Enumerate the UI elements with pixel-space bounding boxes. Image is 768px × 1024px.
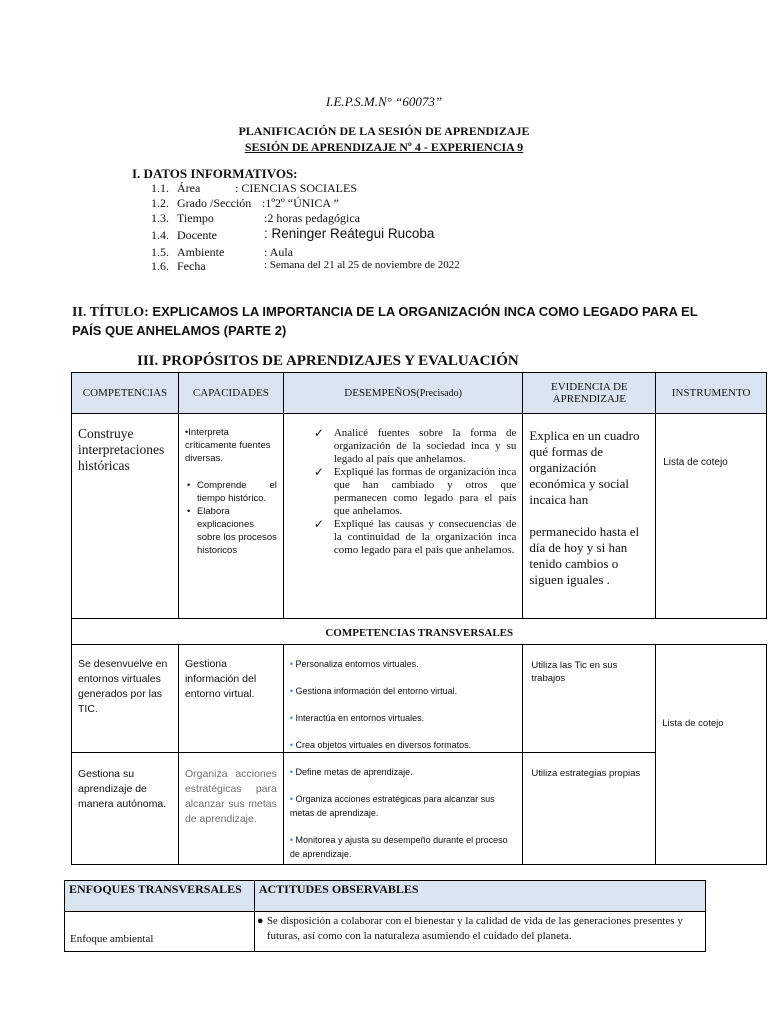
instrumento-text: Lista de cotejo	[663, 457, 728, 468]
dato-value: :1º2º “ÚNICA ”	[262, 196, 339, 210]
transversal-competencia-cell	[72, 753, 179, 865]
desempeno-item: ✓ Analicé fuentes sobre la forma de organización de la sociedad inca y su legado al país que anhelamos.	[312, 427, 517, 466]
enfoque-label: Enfoque ambiental	[65, 912, 255, 952]
competencia-text: Construye interpretaciones históricas	[78, 426, 165, 473]
dato-label: Fecha	[177, 259, 206, 273]
capacidad-item: •Interpreta críticamente fuentes diversas.	[184, 427, 271, 464]
dato-num: 1.2.	[151, 196, 169, 210]
transversal-desempenos-cell	[283, 645, 523, 753]
enfoques-header-row	[65, 881, 706, 912]
dato-value: : CIENCIAS SOCIALES	[235, 181, 358, 195]
enfoques-header-left: ENFOQUES TRANSVERSALES	[65, 881, 255, 912]
instrumento-cell	[656, 414, 767, 619]
transversal-desempeno-item: • Personaliza entornos virtuales.	[289, 659, 419, 669]
transversal-capacidad-cell	[178, 645, 283, 753]
transversal-evidencia: Utiliza las Tic en sus trabajos	[531, 660, 618, 684]
transversal-desempeno-item: • Define metas de aprendizaje.	[289, 767, 413, 777]
transversal-competencia: Se desenvuelve en entornos virtuales generados por las TIC.	[78, 658, 168, 715]
header-desempenos-label: DESEMPEÑOS	[344, 387, 417, 399]
datos-heading: I. DATOS INFORMATIVOS:	[132, 166, 298, 181]
transversal-capacidad-cell	[178, 753, 283, 865]
header-desempenos-note: (Precisado)	[416, 388, 462, 399]
header-capacidades: CAPACIDADES	[178, 373, 283, 414]
dato-value: : Aula	[264, 245, 293, 259]
transversal-evidencia-cell	[523, 753, 656, 865]
dato-value: : Reninger Reátegui Rucoba	[264, 226, 435, 241]
table-header-row	[72, 373, 767, 414]
dato-num: 1.1.	[151, 181, 169, 195]
transversal-instrumento-cell	[656, 645, 767, 865]
enfoques-header-right: ACTITUDES OBSERVABLES	[254, 881, 705, 912]
evidencia-text: Explica en un cuadro qué formas de organización económica y social incaica han	[529, 428, 640, 507]
dato-value: : Semana del 21 al 25 de noviembre de 2022	[264, 259, 460, 271]
transversal-desempeno-item: • Monitorea y ajusta su desempeño durante el proceso de aprendizaje.	[289, 835, 508, 859]
table-row	[72, 414, 767, 619]
plan-title: PLANIFICACIÓN DE LA SESIÓN DE APRENDIZAJE	[238, 124, 530, 138]
enfoque-actitud: ● Se disposición a colaborar con el bienestar y la calidad de vida de las generaciones presentes y futuras, así como con la naturaleza asumiendo el cuidado del planeta.	[254, 912, 705, 952]
transversal-desempenos-cell	[283, 753, 523, 865]
transversal-evidencia-cell	[523, 645, 656, 753]
transversal-competencia-cell	[72, 645, 179, 753]
session-topic	[72, 303, 702, 340]
header-evidencia: EVIDENCIA DE APRENDIZAJE	[523, 373, 656, 414]
evidencia-cell	[523, 414, 656, 619]
header-instrumento: INSTRUMENTO	[656, 373, 767, 414]
transversal-instrumento: Lista de cotejo	[662, 718, 724, 729]
capacidad-item: • Elabora explicaciones sobre los procesos historicos	[197, 505, 277, 557]
transversales-heading-row	[72, 619, 767, 645]
transversal-competencia: Gestiona su aprendizaje de manera autónoma.	[78, 768, 167, 810]
dato-label: Ambiente	[177, 245, 225, 259]
dato-value: :2 horas pedagógica	[264, 211, 360, 225]
header-competencias: COMPETENCIAS	[72, 373, 179, 414]
dato-label: Grado /Sección	[177, 196, 252, 210]
competencia-cell	[72, 414, 179, 619]
capacidad-item: • Comprende el tiempo histórico.	[197, 479, 277, 505]
dato-label: Tiempo	[177, 211, 214, 225]
titulo-text: EXPLICAMOS LA IMPORTANCIA DE LA ORGANIZACIÓN INCA COMO LEGADO PARA EL PAÍS QUE ANHELAMOS (PARTE 2)	[72, 304, 698, 338]
dato-label: Docente	[177, 228, 217, 242]
school-name: I.E.P.S.M.N° “60073”	[325, 94, 443, 109]
session-title: SESIÓN DE APRENDIZAJE Nº 4 - EXPERIENCIA 9	[244, 140, 524, 154]
evidencia-text-continued: permanecido hasta el día de hoy y si han tenido cambios o siguen iguales .	[529, 524, 640, 587]
titulo-prefix: II. TÍTULO:	[72, 305, 149, 320]
dato-num: 1.4.	[151, 228, 169, 242]
dato-num: 1.5.	[151, 245, 169, 259]
dato-label: Área	[177, 181, 201, 195]
desempeno-item: ✓ Expliqué las formas de organización inca que han cambiado y otros que permanecen como legado para el país que anhelamos.	[312, 466, 517, 518]
table-row	[72, 645, 767, 753]
capacidades-cell	[178, 414, 283, 619]
propositos-table	[71, 372, 767, 865]
transversal-desempeno-item: • Interactúa en entornos virtuales.	[289, 713, 425, 723]
dato-num: 1.3.	[151, 211, 169, 225]
dato-num: 1.6.	[151, 259, 169, 273]
header-desempenos	[283, 373, 523, 414]
transversal-desempeno-item: • Gestiona información del entorno virtual.	[289, 686, 458, 696]
transversal-evidencia: Utiliza estrategias propias	[531, 768, 641, 779]
table-row	[65, 912, 706, 952]
propositos-heading: III. PROPÓSITOS DE APRENDIZAJES Y EVALUACIÓN	[137, 353, 519, 369]
transversales-heading: COMPETENCIAS TRANSVERSALES	[72, 619, 767, 645]
enfoques-table	[64, 880, 706, 952]
transversal-capacidad: Organiza acciones estratégicas para alcanzar sus metas de aprendizaje.	[184, 768, 277, 825]
transversal-desempeno-item: • Crea objetos virtuales en diversos formatos.	[289, 740, 472, 750]
transversal-capacidad: Gestiona información del entorno virtual.	[184, 658, 257, 700]
desempeno-item: ✓ Expliqué las causas y consecuencias de la continuidad de la organización inca como legado para el país que anhelamos.	[312, 518, 517, 557]
desempenos-cell	[283, 414, 523, 619]
transversal-desempeno-item: • Organiza acciones estratégicas para alcanzar sus metas de aprendizaje.	[289, 794, 495, 818]
